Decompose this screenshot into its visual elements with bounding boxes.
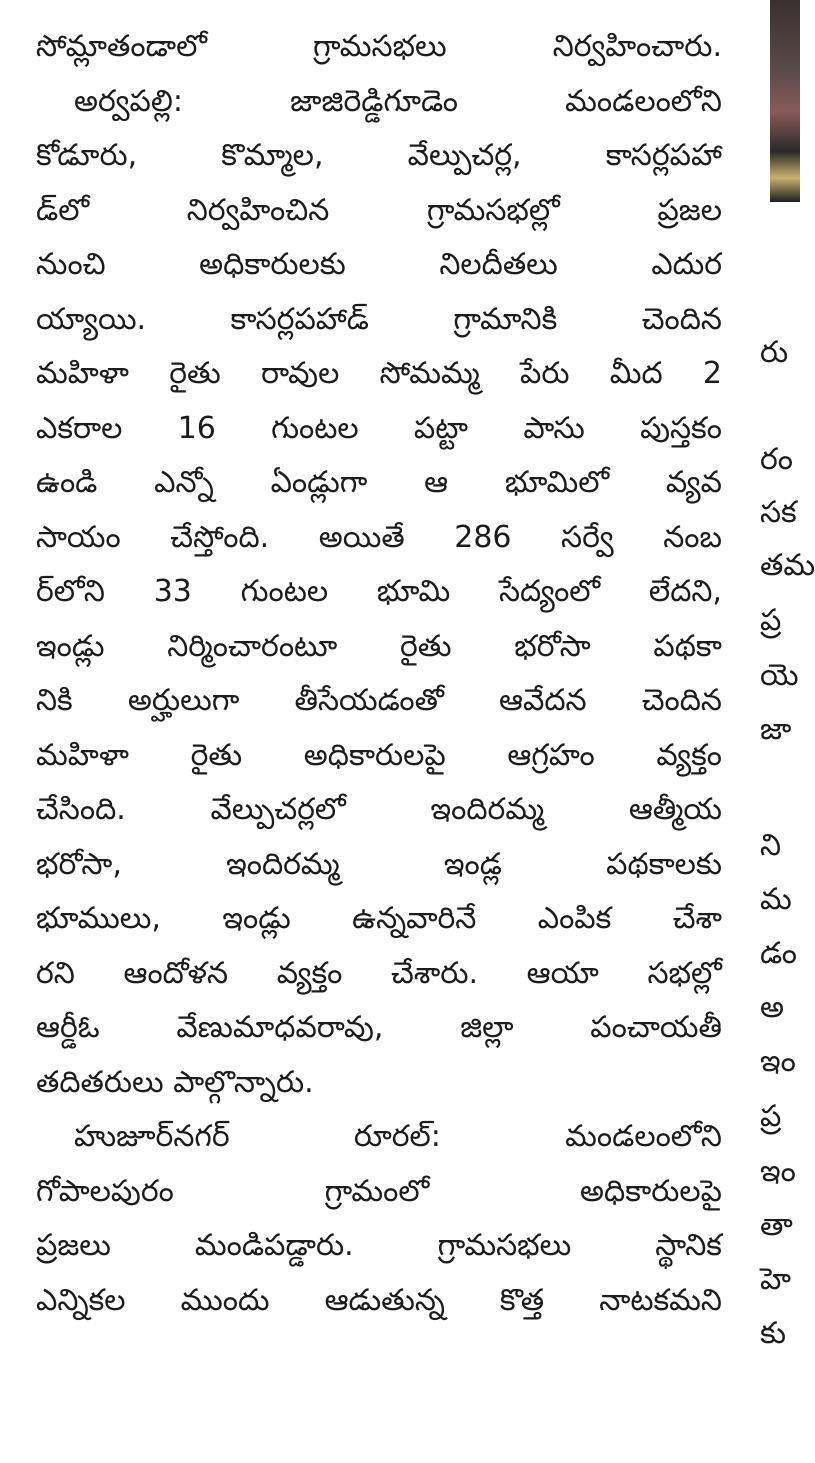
adjacent-fragment: ఇం (760, 1154, 796, 1189)
adjacent-fragment: తా (760, 1208, 793, 1243)
article-line: ఎకరాల 16 గుంటల పట్టా పాసు పుస్తకం (36, 410, 722, 446)
article-line: అర్వపల్లి: జాజిరెడ్డిగూడెం మండలంలోని (74, 83, 722, 119)
article-line: రని ఆందోళన వ్యక్తం చేశారు. ఆయా సభల్లో (36, 955, 722, 991)
adjacent-fragment: తమ (760, 548, 815, 583)
adjacent-fragment: యె (760, 658, 799, 693)
adjacent-fragment: డం (760, 936, 797, 971)
article-line: భరోసా, ఇందిరమ్మ ఇండ్ల పథకాలకు (36, 846, 722, 882)
article-line: సోమ్లాతండాలో గ్రామసభలు నిర్వహించారు. (36, 29, 722, 64)
article-column (36, 0, 722, 1328)
adjacent-fragment: ప్ర (760, 1099, 782, 1134)
article-line: ఇండ్లు నిర్మించారంటూ రైతు భరోసా పథకా (36, 628, 722, 664)
article-line: డ్‌లో నిర్వహించిన గ్రామసభల్లో ప్రజల (36, 192, 722, 228)
adjacent-fragment: రు (760, 335, 789, 370)
article-line: మహిళా రైతు అధికారులపై ఆగ్రహం వ్యక్తం (36, 737, 722, 773)
article-line: మహిళా రైతు రావుల సోమమ్మ పేరు మీద 2 (36, 356, 722, 391)
adjacent-fragment: జా (760, 712, 792, 747)
article-line: ఉండి ఎన్నో ఏండ్లుగా ఆ భూమిలో వ్యవ (36, 465, 722, 500)
article-line: గోపాలపురం గ్రామంలో అధికారులపై (36, 1173, 722, 1209)
adjacent-fragment: హె (760, 1262, 791, 1297)
article-line: ఎన్నికల ముందు ఆడుతున్న కొత్త నాటకమని (36, 1282, 722, 1318)
article-line: భూములు, ఇండ్లు ఉన్నవారినే ఎంపిక చేశా (36, 901, 722, 936)
article-line: ప్రజలు మండిపడ్డారు. గ్రామసభలు స్థానిక (36, 1228, 722, 1263)
article-line: హుజూర్‌నగర్ రూరల్: మండలంలోని (74, 1119, 722, 1154)
adjacent-fragment: మ (760, 882, 792, 917)
adjacent-fragment: రం (760, 442, 793, 477)
article-line: నికి అర్హులుగా తీసేయడంతో ఆవేదన చెందిన (36, 683, 722, 718)
adjacent-fragment: ప్ర (760, 603, 782, 638)
article-line: తదితరులు పాల్గొన్నారు. (36, 1064, 314, 1100)
adjacent-fragment: సక (760, 495, 797, 530)
article-line: య్యాయి. కాసర్లపహాడ్ గ్రామానికి చెందిన (36, 301, 722, 337)
adjacent-fragment: ఇం (760, 1044, 796, 1079)
article-line: ఆర్డీఓ వేణుమాధవరావు, జిల్లా పంచాయతీ (36, 1010, 722, 1045)
article-line: నుంచి అధికారులకు నిలదీతలు ఎదుర (36, 247, 722, 282)
adjacent-fragment: ని (760, 828, 782, 863)
article-line: సాయం చేస్తోంది. అయితే 286 సర్వే నంబ (36, 519, 722, 555)
article-line: కోడూరు, కొమ్మాల, వేల్పుచర్ల, కాసర్లపహా (36, 138, 722, 173)
article-line: ర్‌లోని 33 గుంటల భూమి సేద్యంలో లేదని, (36, 574, 722, 609)
article-line: చేసింది. వేల్పుచర్లలో ఇందిరమ్మ ఆత్మీయ (36, 792, 722, 827)
article-line (36, 0, 722, 20)
adjacent-column (760, 0, 815, 1463)
adjacent-fragment: కు (760, 1316, 787, 1351)
adjacent-fragment: అ (760, 990, 784, 1025)
